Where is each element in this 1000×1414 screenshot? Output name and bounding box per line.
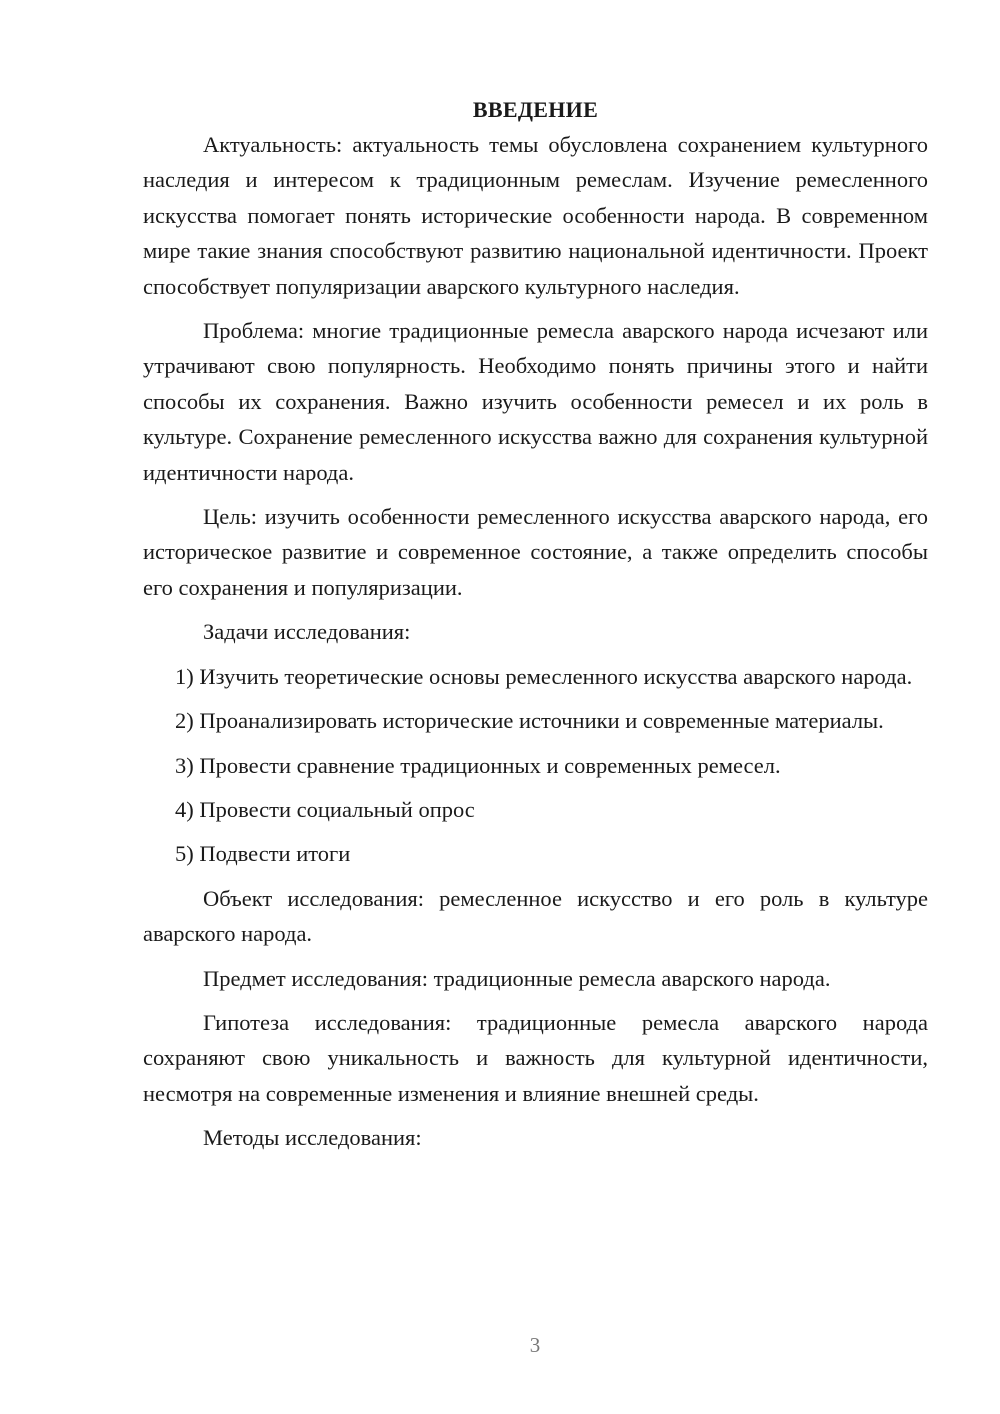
tasks-heading: Задачи исследования:: [203, 619, 411, 645]
list-item: 1) Изучить теоретические основы ремесленного искусства аварского народа.: [175, 663, 913, 689]
subject-paragraph: Предмет исследования: традиционные ремесла аварского народа.: [203, 965, 831, 991]
list-item: 2) Проанализировать исторические источники и современные материалы.: [175, 708, 884, 734]
object-paragraph: Объект исследования: ремесленное искусство и его роль в культуре аварского народа.: [143, 885, 928, 947]
list-item: 3) Провести сравнение традиционных и современных ремесел.: [175, 752, 781, 778]
tasks-list: [143, 659, 928, 872]
problem-paragraph: Проблема: многие традиционные ремесла аварского народа исчезают или утрачивают свою популярность. Необходимо понять причины этого и найти способы их сохранения. Важно изучить особенности ремесел и их роль в культуре. Сохранение ремесленного искусства важно для сохранения культурной идентичности народа.: [143, 318, 928, 485]
list-item: 5) Подвести итоги: [175, 841, 351, 867]
list-item: 4) Провести социальный опрос: [175, 796, 475, 822]
methods-heading: Методы исследования:: [203, 1125, 422, 1151]
page-number: 3: [529, 1333, 541, 1357]
hypothesis-paragraph: Гипотеза исследования: традиционные ремесла аварского народа сохраняют свою уникальность и важность для культурной идентичности, несмотря на современные изменения и влияние внешней среды.: [143, 1009, 928, 1106]
page-title: ВВЕДЕНИЕ: [472, 97, 599, 122]
relevance-paragraph: Актуальность: актуальность темы обусловлена сохранением культурного наследия и интересом к традиционным ремеслам. Изучение ремесленного искусства помогает понять исторические особенности народа. В современном мире такие знания способствуют развитию национальной идентичности. Проект способствует популяризации аварского культурного наследия.: [143, 132, 928, 299]
document-page: [143, 92, 928, 1165]
goal-paragraph: Цель: изучить особенности ремесленного искусства аварского народа, его историческое развитие и современное состояние, а также определить способы его сохранения и популяризации.: [143, 504, 928, 600]
